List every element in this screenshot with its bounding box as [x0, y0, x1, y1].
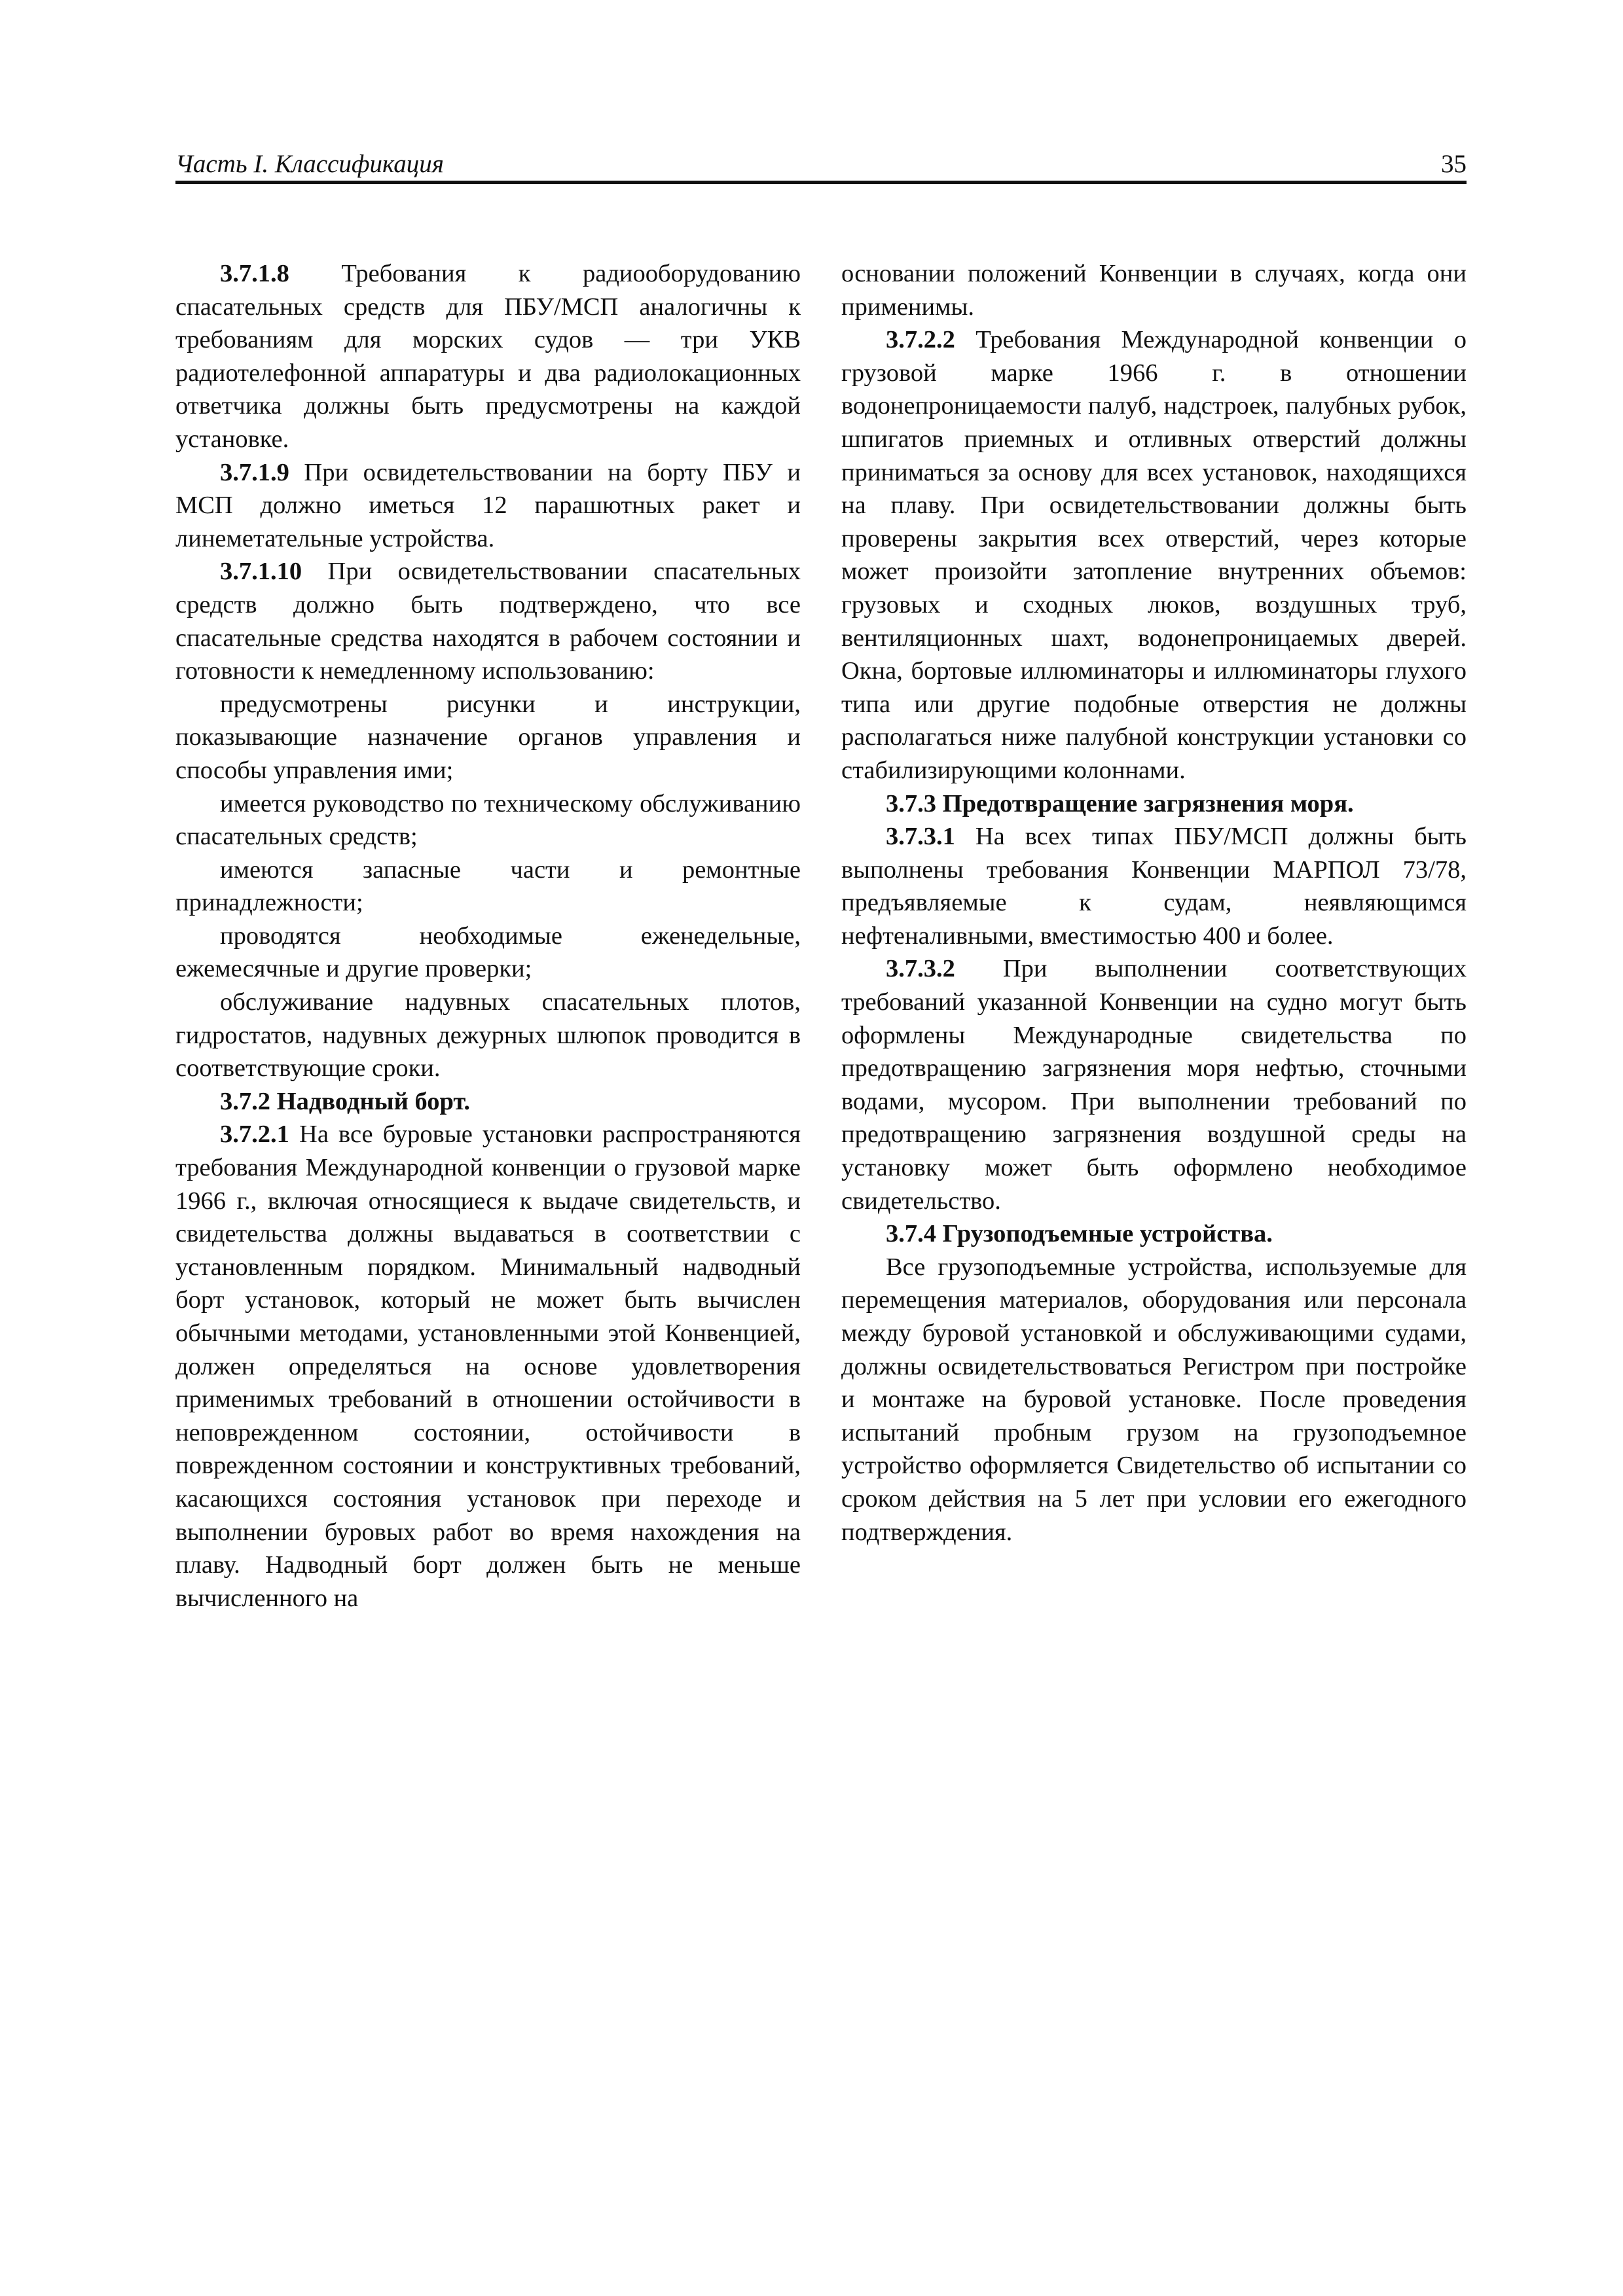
running-title: Часть I. Классификация [175, 150, 444, 178]
section-heading: 3.7.2 Надводный борт. [220, 1087, 471, 1115]
list-item-text: имеется руководство по техническому обслуживанию спасательных средств; [175, 789, 801, 851]
list-item [175, 920, 801, 986]
list-item [175, 688, 801, 787]
clause-number: 3.7.2.1 [220, 1121, 289, 1149]
clause-number: 3.7.3.1 [886, 823, 955, 851]
section-heading: 3.7.4 Грузоподъемные устройства. [886, 1220, 1273, 1248]
paragraph-text: Требования Международной конвенции о грузовой марке 1966 г. в отношении водонепроницаемости палуб, надстроек, палубных рубок, шпигатов приемных и отливных отверстий должны приниматься за основу для всех установок, находящихся на плаву. При освидетельствовании должны быть проверены закрытия всех отверстий, через которые может произойти затопление внутренних объемов: грузовых и сходных люков, воздушных труб, вентиляционных шахт, водонепроницаемых дверей. Окна, бортовые иллюминаторы и иллюминаторы глухого типа или другие подобные отверстия не должны располагаться ниже палубной конструкции установки со стабилизирующими колоннами. [841, 326, 1467, 784]
left-column [175, 257, 801, 1615]
clause-number: 3.7.2.2 [886, 326, 955, 354]
page-number: 35 [1441, 150, 1467, 178]
paragraph [175, 555, 801, 687]
list-item-text: предусмотрены рисунки и инструкции, показывающие назначение органов управления и способы управления ими; [175, 690, 801, 784]
list-item-text: обслуживание надувных спасательных плотов, гидростатов, надувных дежурных шлюпок проводится в соответствующие сроки. [175, 988, 801, 1083]
paragraph-text: На все буровые установки распространяются требования Международной конвенции о грузовой марке 1966 г., включая относящиеся к выдаче свидетельств, и свидетельства должны выдаваться в соответствии с установленным порядком. Минимальный надводный борт установок, который не может быть вычислен обычными методами, установленными этой Конвенцией, должен определяться на основе удовлетворения применимых требований в отношении остойчивости в неповрежденном состоянии, остойчивости в поврежденном состоянии и конструктивных требований, касающихся состояния установок при переходе и выполнении буровых работ во время нахождения на плаву. Надводный борт должен быть не меньше вычисленного на [175, 1121, 801, 1612]
clause-number: 3.7.1.8 [220, 260, 289, 287]
paragraph-text: При освидетельствовании спасательных средств должно быть подтверждено, что все спасательные средства находятся в рабочем состоянии и готовности к немедленному использованию: [175, 558, 801, 685]
page-header [175, 143, 1467, 184]
paragraph [841, 820, 1467, 952]
paragraph [841, 1251, 1467, 1549]
clause-number: 3.7.1.10 [220, 558, 302, 586]
paragraph-text: Требования к радиооборудованию спасательных средств для ПБУ/МСП аналогичны к требованиям для морских судов — три УКВ радиотелефонной аппаратуры и два радиолокационных ответчика должны быть предусмотрены на каждой установке. [175, 260, 801, 453]
clause-number: 3.7.1.9 [220, 458, 289, 486]
paragraph-text: При выполнении соответствующих требований указанной Конвенции на судно могут быть оформлены Международные свидетельства по предотвращению загрязнения моря нефтью, сточными водами, мусором. При выполнении требований по предотвращению загрязнения воздушной среды на установку может быть оформлено необходимое свидетельство. [841, 955, 1467, 1215]
section-heading: 3.7.3 Предотвращение загрязнения моря. [886, 789, 1354, 817]
list-item [175, 787, 801, 853]
paragraph [841, 952, 1467, 1217]
paragraph [175, 1118, 801, 1615]
list-item [175, 853, 801, 920]
paragraph [175, 456, 801, 556]
paragraph-text: При освидетельствовании на борту ПБУ и МСП должно иметься 12 парашютных ракет и линеметательные устройства. [175, 458, 801, 552]
paragraph-text: основании положений Конвенции в случаях, когда они применимы. [841, 260, 1467, 321]
clause-number: 3.7.3.2 [886, 955, 955, 983]
paragraph-continuation [841, 257, 1467, 323]
list-item-text: проводятся необходимые еженедельные, ежемесячные и другие проверки; [175, 922, 801, 983]
paragraph [175, 257, 801, 456]
list-item [175, 986, 801, 1085]
paragraph-text: На всех типах ПБУ/МСП должны быть выполнены требования Конвенции МАРПОЛ 73/78, предъявляемые к судам, неявляющимся нефтеналивными, вместимостью 400 и более. [841, 823, 1467, 950]
paragraph-text: Все грузоподъемные устройства, используемые для перемещения материалов, оборудования или персонала между буровой установкой и обслуживающими судами, должны освидетельствоваться Регистром при постройке и монтаже на буровой установке. После проведения испытаний пробным грузом на грузоподъемное устройство оформляется Свидетельство об испытании со сроком действия на 5 лет при условии его ежегодного подтверждения. [841, 1253, 1467, 1546]
paragraph [841, 323, 1467, 787]
list-item-text: имеются запасные части и ремонтные принадлежности; [175, 855, 801, 917]
right-column [841, 257, 1467, 1549]
